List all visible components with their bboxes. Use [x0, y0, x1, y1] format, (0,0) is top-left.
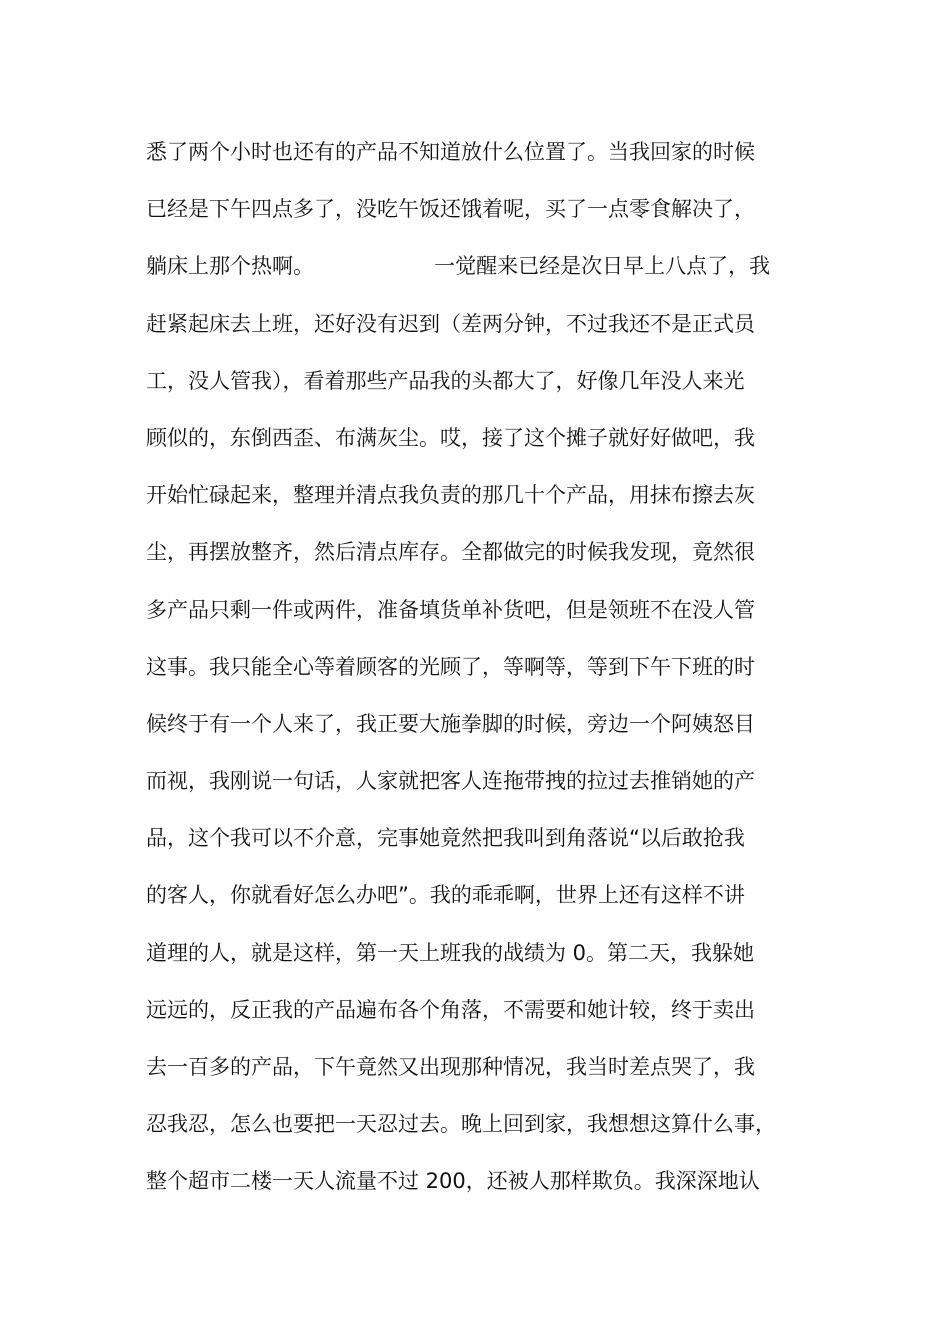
text-line: 躺床上那个热啊。 一觉醒来已经是次日早上八点了，我 [146, 254, 771, 279]
text-line: 去一百多的产品，下午竟然又出现那种情况，我当时差点哭了，我 [146, 1055, 755, 1079]
text-line: 开始忙碌起来，整理并清点我负责的那几十个产品，用抹布擦去灰 [146, 483, 755, 508]
text-line: 忍我忍，怎么也要把一天忍过去。晚上回到家，我想想这算什么事， [146, 1112, 776, 1137]
text-line: 多产品只剩一件或两件，准备填货单补货吧，但是领班不在没人管 [146, 597, 755, 622]
text-line: 远远的，反正我的产品遍布各个角落，不需要和她计较，终于卖出 [146, 997, 755, 1022]
text-line: 赶紧起床去上班，还好没有迟到（差两分钟，不过我还不是正式员 [146, 311, 755, 336]
body-text [146, 124, 826, 1211]
text-line: 顾似的，东倒西歪、布满灰尘。哎，接了这个摊子就好好做吧，我 [146, 425, 755, 450]
text-line: 的客人，你就看好怎么办吧”。我的乖乖啊，世界上还有这样不讲 [146, 883, 745, 908]
text-line: 悉了两个小时也还有的产品不知道放什么位置了。当我回家的时候 [146, 140, 755, 164]
text-line: 尘，再摆放整齐，然后清点库存。全都做完的时候我发现，竟然很 [146, 540, 755, 565]
text-line: 品，这个我可以不介意，完事她竟然把我叫到角落说“以后敢抢我 [146, 826, 745, 851]
text-line: 而视，我刚说一句话，人家就把客人连拖带拽的拉过去推销她的产 [146, 769, 755, 794]
text-line: 候终于有一个人来了，我正要大施拳脚的时候，旁边一个阿姨怒目 [146, 711, 755, 736]
text-line: 已经是下午四点多了，没吃午饭还饿着呢，买了一点零食解决了， [146, 197, 755, 222]
text-line: 道理的人，就是这样，第一天上班我的战绩为 0。第二天，我躲她 [146, 940, 755, 965]
text-line: 工，没人管我），看着那些产品我的头都大了，好像几年没人来光 [146, 368, 745, 393]
text-line: 这事。我只能全心等着顾客的光顾了，等啊等，等到下午下班的时 [146, 654, 755, 679]
text-line: 整个超市二楼一天人流量不过 200，还被人那样欺负。我深深地认 [146, 1169, 760, 1194]
